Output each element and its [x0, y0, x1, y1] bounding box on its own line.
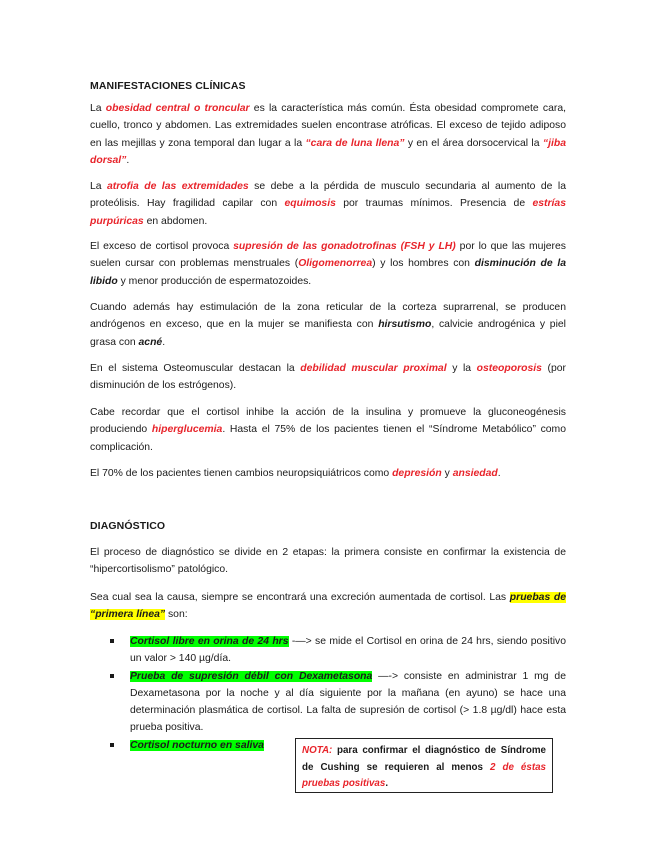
test-list — [110, 633, 566, 754]
highlight-depresion: depresión — [392, 468, 442, 479]
note-label: NOTA: — [302, 745, 333, 756]
highlight-estrias-purpuricas: estrías purpúricas — [90, 198, 566, 227]
bold-hirsutismo: hirsutismo — [378, 319, 432, 331]
highlight-osteoporosis: osteoporosis — [476, 363, 542, 374]
paragraph-androgenos: Cuando además hay estimulación de la zona reticular de la corteza suprarrenal, se producen andrógenos en exceso, que en la mujer se manifiesta con hirsutismo, calvicie androgénica y piel grasa con acné. — [90, 302, 566, 348]
paragraph-neuropsiquiatricos: El 70% de los pacientes tienen cambios neuropsiquiátricos como depresión y ansiedad. — [90, 468, 501, 479]
highlight-oligomenorrea: Oligomenorrea — [298, 258, 373, 270]
bold-acne: acné — [138, 336, 163, 348]
bullet-square-icon — [110, 674, 114, 678]
highlight-test-name: Cortisol nocturno en saliva — [130, 739, 264, 751]
note-box: NOTA: para confirmar el diagnóstico de Síndrome de Cushing se requieren al menos 2 de éstas pruebas positivas. — [295, 738, 553, 793]
list-item-cortisol-orina: Cortisol libre en orina de 24 hrs -—> se mide el Cortisol en orina de 24 hrs, siendo positivo un valor > 140 µg/día. — [110, 633, 566, 668]
highlight-test-name: Prueba de supresión débil con Dexametasona — [130, 670, 373, 682]
paragraph-primera-linea: Sea cual sea la causa, siempre se encontrará una excreción aumentada de cortisol. Las pruebas de “primera línea” son: — [90, 592, 567, 621]
highlight-dos-pruebas: 2 de éstas pruebas positivas — [302, 761, 546, 789]
highlight-equimosis: equimosis — [284, 198, 336, 210]
highlight-jiba-dorsal: “jiba dorsal” — [90, 137, 566, 166]
highlight-ansiedad: ansiedad — [452, 468, 498, 479]
highlight-debilidad-muscular: debilidad muscular proximal — [300, 363, 447, 374]
bullet-square-icon — [110, 639, 114, 643]
highlight-test-name: Cortisol libre en orina de 24 hrs — [130, 636, 289, 647]
highlight-obesidad-central: obesidad central o troncular — [105, 103, 250, 114]
highlight-atrofia-extremidades: atrofia de las extremidades — [107, 181, 249, 192]
paragraph-obesidad: La obesidad central o troncular es la característica más común. Ésta obesidad compromete cara, cuello, tronco y abdomen. Las extremidades suelen encontrase atróficas. El exceso de tejido adiposo en las mejillas y zona temporal dan lugar a la “cara de luna llena” y en el área dorsocervical la “jiba dorsal”. — [90, 103, 566, 166]
bullet-square-icon — [110, 743, 114, 747]
paragraph-osteomuscular: En el sistema Osteomuscular destacan la debilidad muscular proximal y la osteoporosis (por disminución de los estrógenos). — [90, 363, 566, 392]
section-title-manifestaciones: MANIFESTACIONES CLÍNICAS — [90, 80, 246, 92]
paragraph-insulina: Cabe recordar que el cortisol inhibe la acción de la insulina y promueve la gluconeogénesis produciendo hiperglucemia. Hasta el 75% de los pacientes tienen el “Síndrome Metabólico” como complicación. — [90, 407, 566, 453]
highlight-supresion-gonadotrofinas: supresión de las gonadotrofinas (FSH y LH) — [233, 241, 456, 252]
paragraph-proceso-diagnostico: El proceso de diagnóstico se divide en 2 etapas: la primera consiste en confirmar la existencia de “hipercortisolismo” patológico. — [90, 547, 566, 576]
highlight-cara-luna-llena: “cara de luna llena” — [305, 137, 405, 149]
paragraph-atrofia: La atrofia de las extremidades se debe a la pérdida de musculo secundaria al aumento de la proteólisis. Hay fragilidad capilar con equimosis por traumas mínimos. Presencia de estrías purpúricas en abdomen. — [90, 181, 566, 227]
highlight-pruebas-primera-linea: pruebas de “primera línea” — [90, 592, 567, 621]
bold-disminucion-libido: disminución de la libido — [90, 258, 566, 287]
section-title-diagnostico: DIAGNÓSTICO — [90, 520, 166, 532]
paragraph-gonadotrofinas: El exceso de cortisol provoca supresión de las gonadotrofinas (FSH y LH) por lo que las mujeres suelen cursar con problemas menstruales (Oligomenorrea) y los hombres con disminución de la libido y menor producción de espermatozoides. — [90, 241, 566, 287]
highlight-hiperglucemia: hiperglucemia — [151, 424, 223, 436]
list-item-supresion-dexametasona: Prueba de supresión débil con Dexametasona —-> consiste en administrar 1 mg de Dexametasona por la noche y al día siguiente por la mañana (en ayuno) se hace una determinación plasmática de cortisol. La falta de supresión de cortisol (> 1.8 µg/dl) hace esta prueba positiva. — [110, 668, 566, 737]
